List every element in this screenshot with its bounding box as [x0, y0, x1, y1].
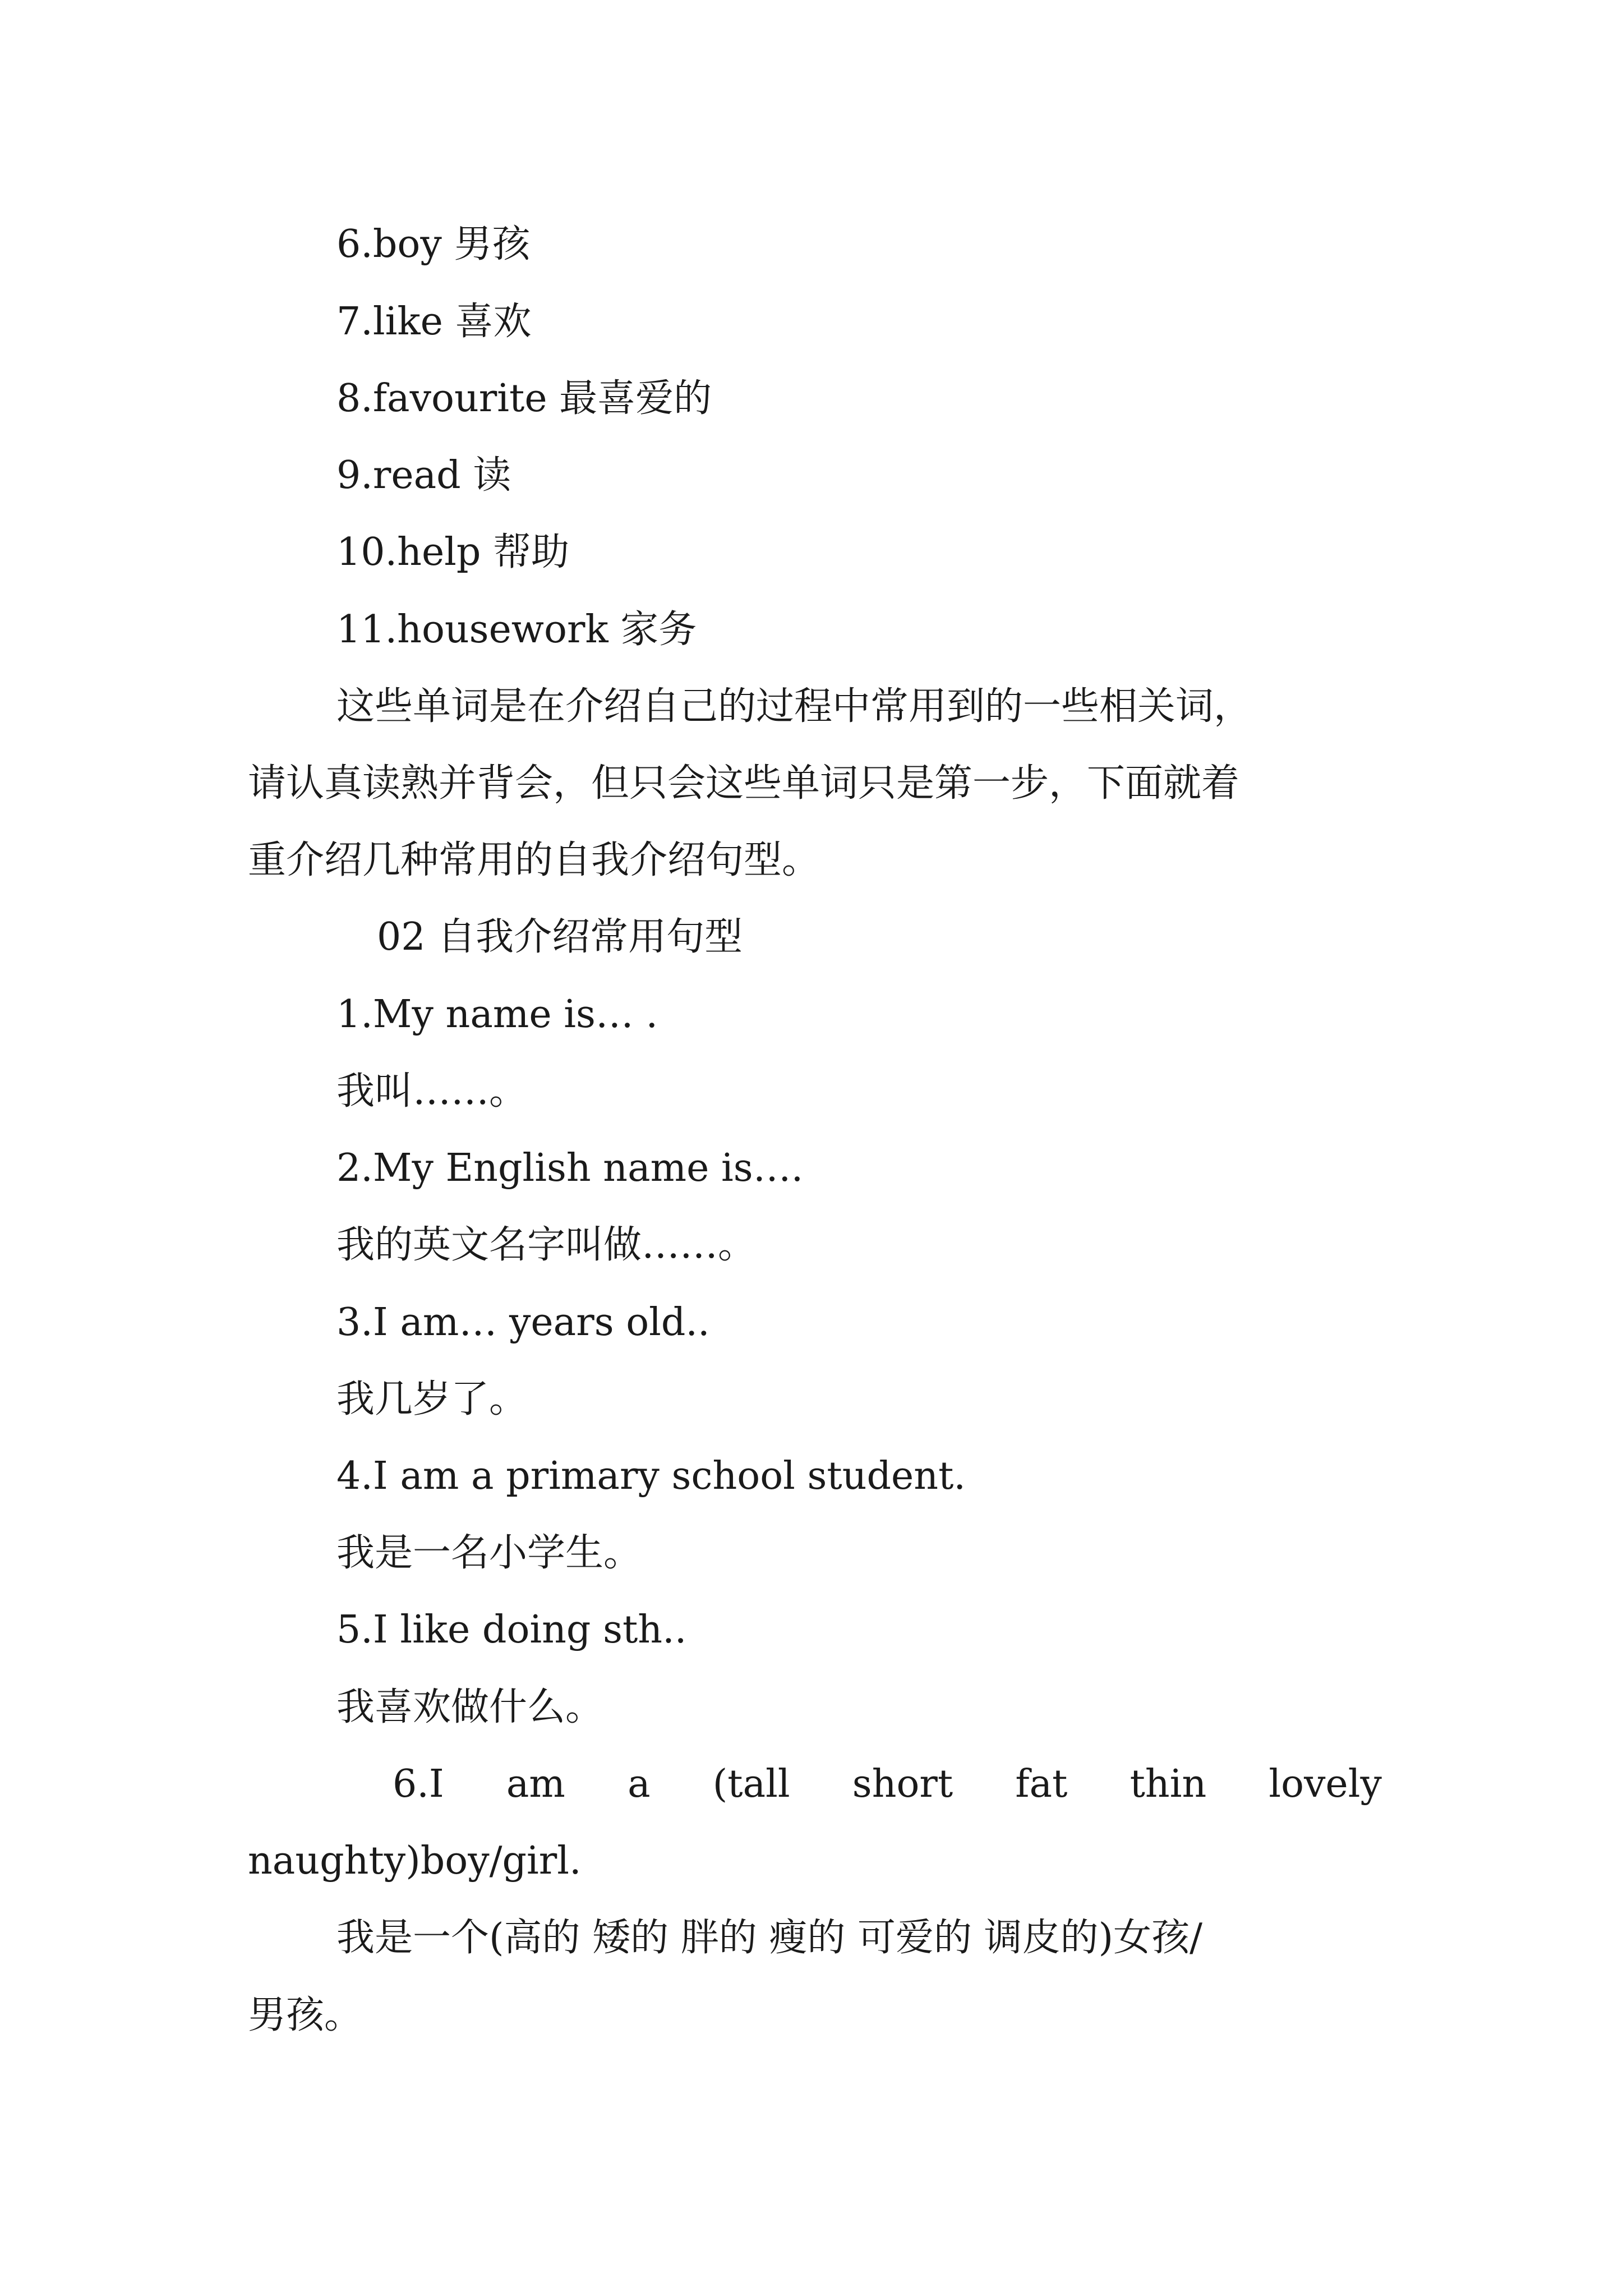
sentence-6-continuation: naughty)boy/girl. — [248, 1839, 582, 1883]
sentence-translation: 我的英文名字叫做……。 — [336, 1223, 757, 1267]
sentence-6-translation-line: 我是一个(高的 矮的 胖的 瘦的 可爱的 调皮的)女孩/ — [336, 1916, 1203, 1960]
vocab-item: 10.help 帮助 — [336, 530, 570, 574]
paragraph-line: 重介绍几种常用的自我介绍句型。 — [248, 838, 820, 882]
section-heading: 02 自我介绍常用句型 — [377, 915, 743, 959]
vocab-item: 11.housework 家务 — [336, 608, 697, 652]
word: 6.I — [393, 1762, 444, 1806]
sentence-english: 1.My name is… . — [336, 992, 658, 1037]
paragraph-line: 请认真读熟并背会，但只会这些单词只是第一步，下面就着 — [248, 761, 1240, 806]
sentence-6-translation-line: 男孩。 — [248, 1993, 363, 2037]
word: thin — [1129, 1762, 1207, 1806]
sentence-english: 2.My English name is…. — [336, 1146, 804, 1190]
sentence-translation: 我叫……。 — [336, 1069, 528, 1114]
sentence-english: 5.I like doing sth.. — [336, 1608, 687, 1652]
vocab-item: 8.favourite 最喜爱的 — [336, 376, 712, 421]
vocab-item: 7.like 喜欢 — [336, 300, 532, 344]
vocab-item: 9.read 读 — [336, 453, 511, 498]
sentence-translation: 我是一名小学生。 — [336, 1531, 642, 1575]
word: (tall — [712, 1762, 790, 1806]
sentence-english: 3.I am… years old.. — [336, 1300, 710, 1345]
word: am — [506, 1762, 565, 1806]
word: lovely — [1269, 1762, 1382, 1806]
word: fat — [1015, 1762, 1068, 1806]
paragraph-line: 这些单词是在介绍自己的过程中常用到的一些相关词， — [336, 684, 1252, 729]
sentence-6-justified-line — [393, 1762, 1382, 1806]
word: short — [852, 1762, 953, 1806]
sentence-translation: 我几岁了。 — [336, 1377, 528, 1421]
vocab-item: 6.boy 男孩 — [336, 222, 531, 266]
sentence-english: 4.I am a primary school student. — [336, 1454, 966, 1498]
sentence-translation: 我喜欢做什么。 — [336, 1685, 604, 1729]
word: a — [628, 1762, 651, 1806]
